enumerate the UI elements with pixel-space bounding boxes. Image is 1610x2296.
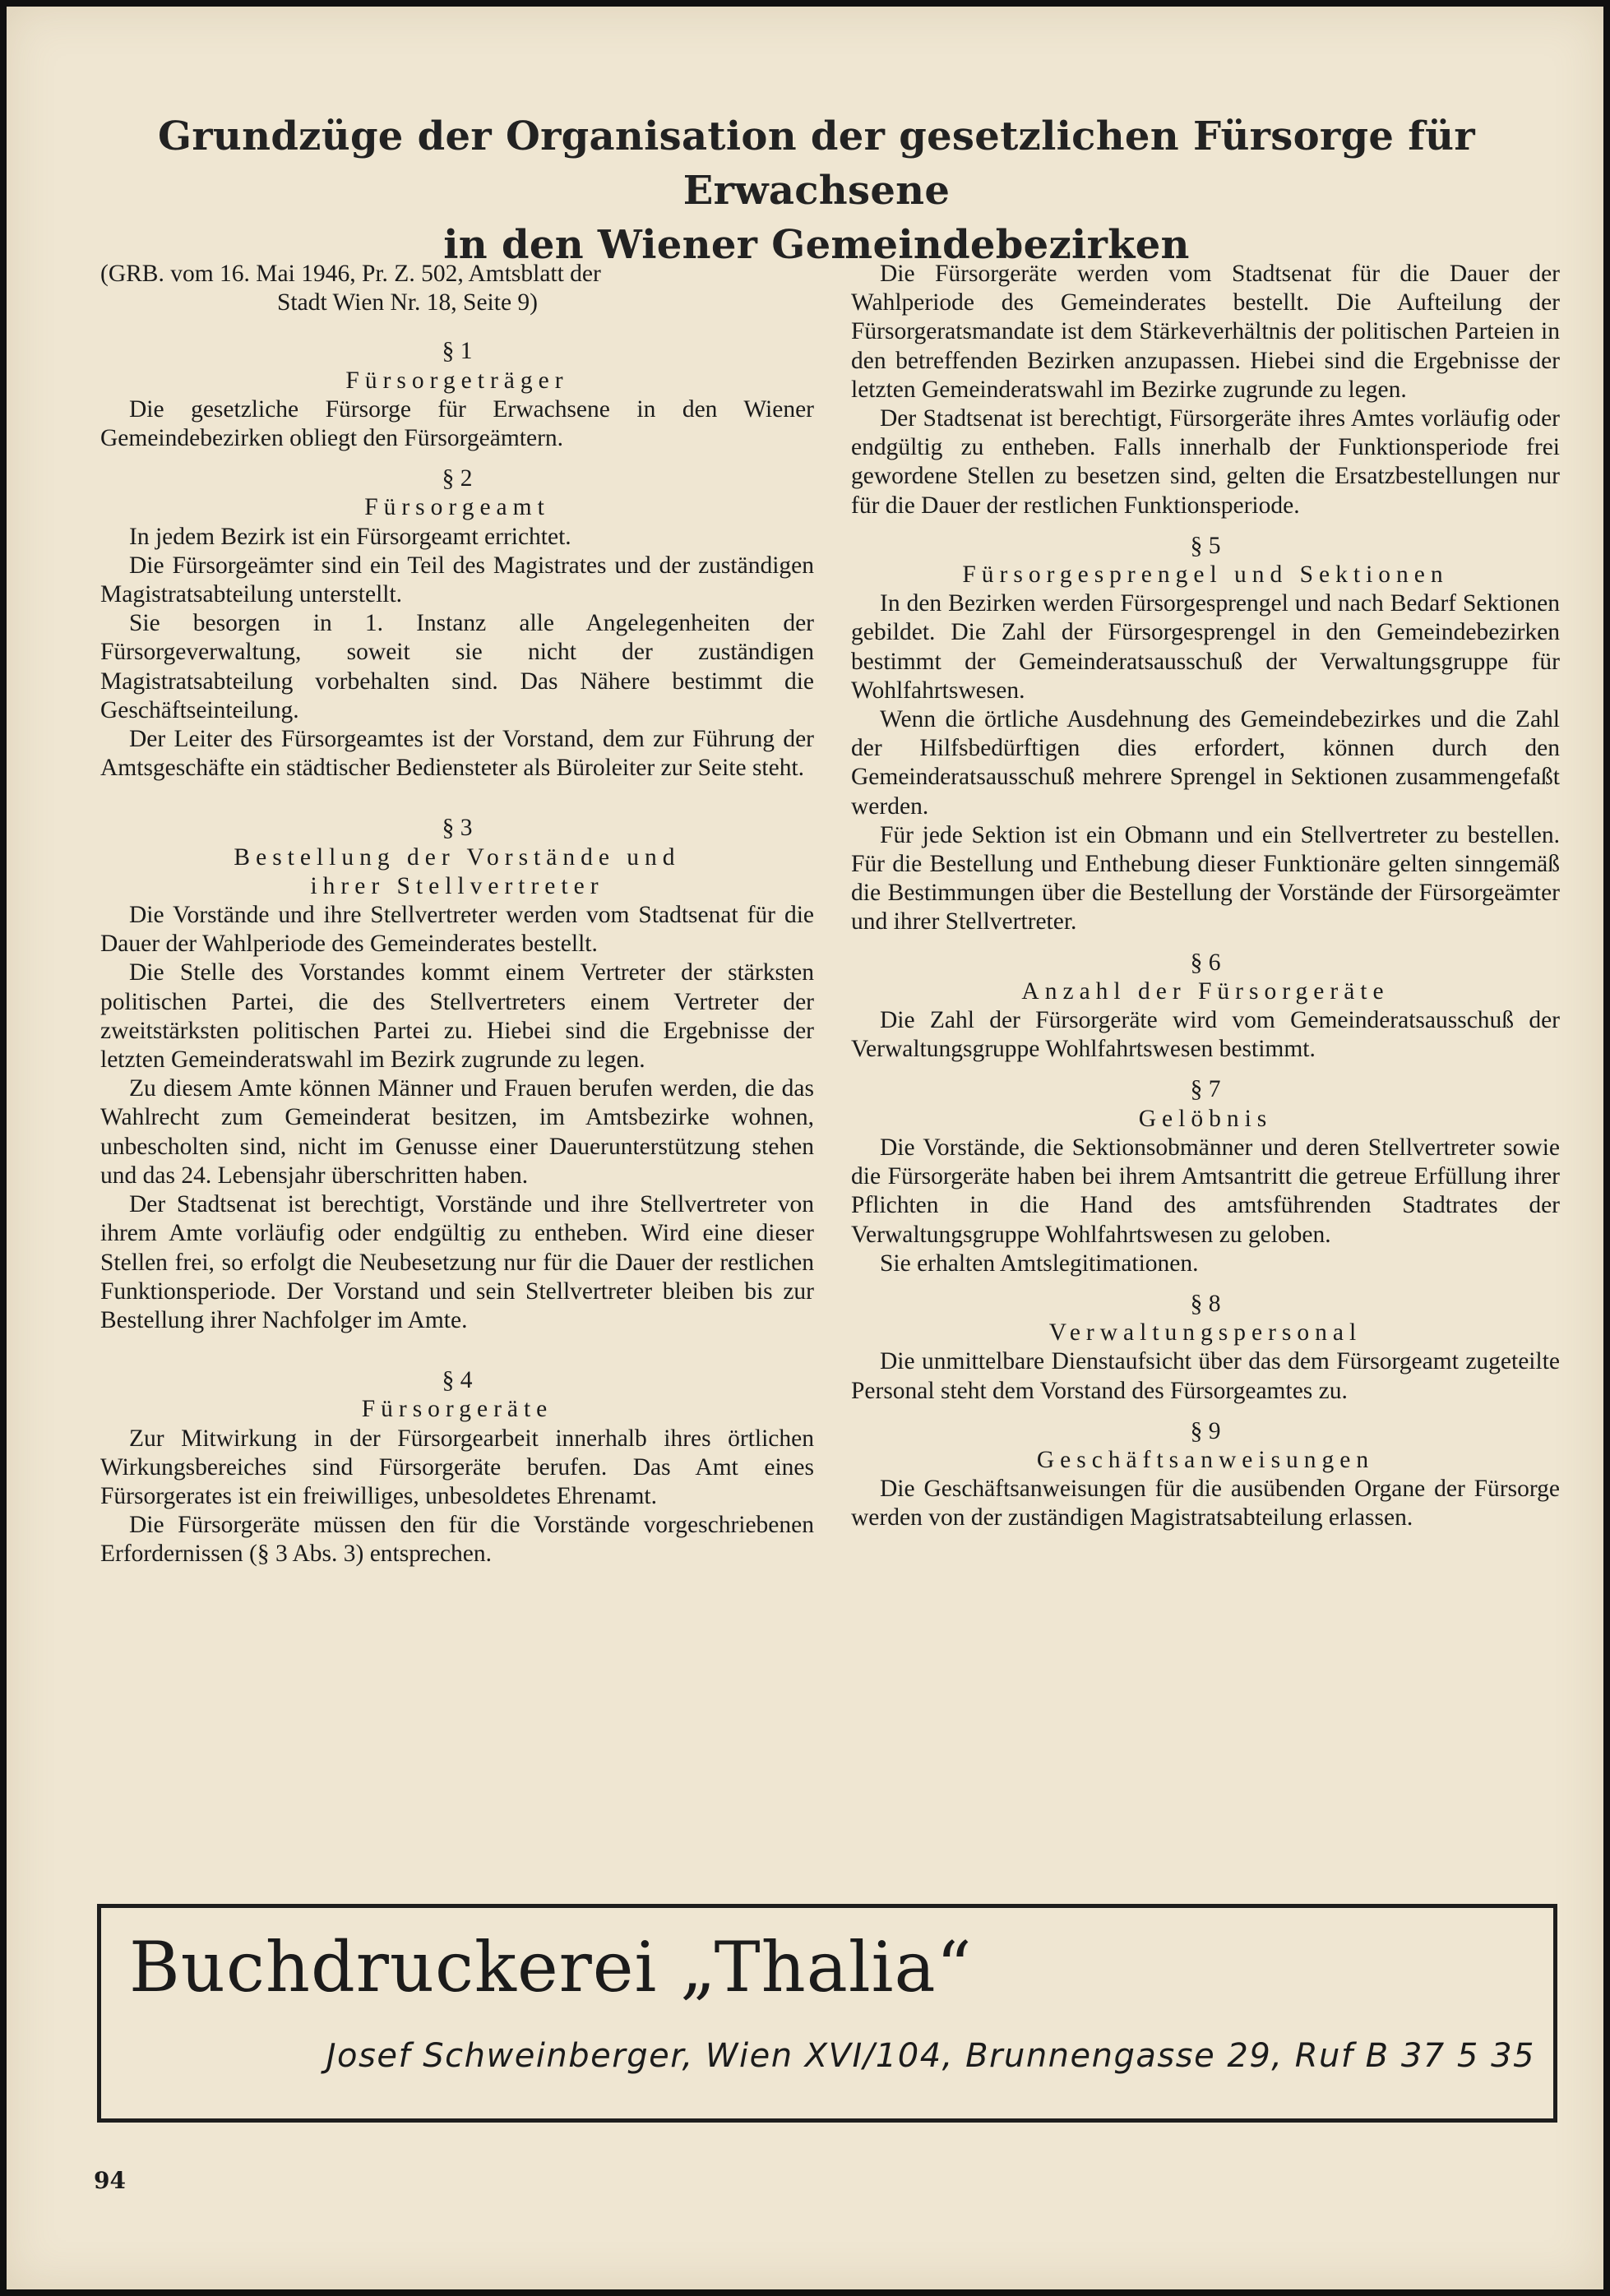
section-3-number: § 3 xyxy=(442,815,473,842)
section-7-number: § 7 xyxy=(1190,1076,1221,1103)
left-column xyxy=(100,260,814,1569)
paragraph: Die unmittelbare Dienstaufsicht über das dem Fürsorgeamt zugeteilte Personal steht dem Vorstand des Fürsorgeamtes zu. xyxy=(851,1348,1560,1404)
title-line-2: in den Wiener Gemeindebezirken xyxy=(443,222,1190,268)
printer-advertisement xyxy=(97,1904,1557,2123)
section-3-heading-line-2: ihrer Stellvertreter xyxy=(310,872,604,899)
section-1-number: § 1 xyxy=(442,338,473,365)
section-1-heading: Fürsorgeträger xyxy=(345,367,569,394)
page-number: 94 xyxy=(94,2167,126,2194)
advertisement-name: Buchdruckerei „Thalia“ xyxy=(129,1927,973,2007)
paragraph: Der Stadtsenat ist berechtigt, Fürsorgeräte ihres Amtes vorläufig oder endgültig zu entheben. Falls innerhalb der Funktionsperiode frei gewordene Stellen zu besetzen sind, gelten die Ersatzbestellungen nur für die Dauer der restlichen Funktionsperiode. xyxy=(851,405,1560,519)
paragraph: Zur Mitwirkung in der Fürsorgearbeit innerhalb ihres örtlichen Wirkungsbereiches sind Fürsorgeräte berufen. Das Amt eines Fürsorgerates ist ein freiwilliges, unbesoldetes Ehrenamt. xyxy=(100,1425,814,1509)
paragraph: Für jede Sektion ist ein Obmann und ein Stellvertreter zu bestellen. Für die Bestellung und Enthebung dieser Funktionäre gelten sinngemäß die Bestimmungen über die Bestellung der Vorstände der Fürsorgeämter und ihrer Stellvertreter. xyxy=(851,821,1560,935)
title-line-1: Grundzüge der Organisation der gesetzlichen Fürsorge für Erwachsene xyxy=(158,113,1475,214)
section-5-heading: Fürsorgesprengel und Sektionen xyxy=(962,561,1449,589)
section-4-number: § 4 xyxy=(442,1367,473,1394)
page-title xyxy=(72,109,1561,272)
section-3-heading-line-1: Bestellung der Vorstände und xyxy=(234,843,681,871)
document-page xyxy=(7,7,1603,2289)
section-5-number: § 5 xyxy=(1190,532,1221,559)
section-4-heading: Fürsorgeräte xyxy=(361,1396,553,1423)
section-8-heading: Verwaltungspersonal xyxy=(1048,1319,1362,1347)
advertisement-address: Josef Schweinberger, Wien XVI/104, Brunnengasse 29, Ruf B 37 5 35 xyxy=(326,2037,1535,2075)
paragraph: Die Fürsorgeräte werden vom Stadtsenat für die Dauer der Wahlperiode des Gemeinderates bestellt. Die Aufteilung der Fürsorgeratsmandate ist dem Stärkeverhältnis der politischen Parteien in den betreffenden Bezirken anzupassen. Hiebei sind die Ergebnisse der letzten Gemeinderatswahl im Bezirke zugrunde zu legen. xyxy=(851,261,1560,403)
section-6-number: § 6 xyxy=(1190,949,1221,976)
section-9-number: § 9 xyxy=(1190,1417,1221,1444)
paragraph: In jedem Bezirk ist ein Fürsorgeamt errichtet. xyxy=(129,523,571,550)
paragraph: Wenn die örtliche Ausdehnung des Gemeindebezirkes und die Zahl der Hilfsbedürftigen dies erfordert, können durch den Gemeinderatsausschuß mehrere Sprengel in Sektionen zusammengefaßt werden. xyxy=(851,706,1560,820)
section-8-number: § 8 xyxy=(1190,1290,1221,1317)
reference-line-2: Stadt Wien Nr. 18, Seite 9) xyxy=(277,289,538,316)
paragraph: Der Leiter des Fürsorgeamtes ist der Vorstand, dem zur Führung der Amtsgeschäfte ein städtischer Bediensteter als Büroleiter zur Seite steht. xyxy=(100,726,814,782)
paragraph: Die Geschäftsanweisungen für die ausübenden Organe der Fürsorge werden von der zuständigen Magistratsabteilung erlassen. xyxy=(851,1476,1560,1531)
section-2-number: § 2 xyxy=(442,465,473,492)
section-2-heading: Fürsorgeamt xyxy=(364,494,550,521)
paragraph: Sie erhalten Amtslegitimationen. xyxy=(880,1250,1199,1277)
paragraph: Die Zahl der Fürsorgeräte wird vom Gemeinderatsausschuß der Verwaltungsgruppe Wohlfahrtswesen bestimmt. xyxy=(851,1007,1560,1063)
reference-note xyxy=(100,260,814,317)
paragraph: Sie besorgen in 1. Instanz alle Angelegenheiten der Fürsorgeverwaltung, soweit sie nicht der zuständigen Magistratsabteilung vorbehalten sind. Das Nähere bestimmt die Geschäftseinteilung. xyxy=(100,610,814,723)
paragraph: Die Fürsorgeämter sind ein Teil des Magistrates und der zuständigen Magistratsabteilung unterstellt. xyxy=(100,552,814,608)
reference-line-1: (GRB. vom 16. Mai 1946, Pr. Z. 502, Amtsblatt der xyxy=(100,261,601,287)
paragraph: In den Bezirken werden Fürsorgesprengel und nach Bedarf Sektionen gebildet. Die Zahl der Fürsorgesprengel in den Gemeindebezirken bestimmt der Gemeinderatsausschuß der Verwaltungsgruppe für Wohlfahrtswesen. xyxy=(851,590,1560,704)
paragraph: Der Stadtsenat ist berechtigt, Vorstände und ihre Stellvertreter von ihrem Amte vorläufig oder endgültig zu entheben. Wird eine dieser Stellen frei, so erfolgt die Neubesetzung nur für die Dauer der restlichen Funktionsperiode. Der Vorstand und sein Stellvertreter bleiben bis zur Bestellung ihrer Nachfolger im Amte. xyxy=(100,1191,814,1333)
paragraph: Die Vorstände und ihre Stellvertreter werden vom Stadtsenat für die Dauer der Wahlperiode des Gemeinderates bestellt. xyxy=(100,902,814,958)
paragraph: Die Vorstände, die Sektionsobmänner und deren Stellvertreter sowie die Fürsorgeräte haben bei ihrem Amtsantritt die getreue Erfüllung ihrer Pflichten in die Hand des amtsführenden Stadtrates der Verwaltungsgruppe Wohlfahrtswesen zu geloben. xyxy=(851,1134,1560,1248)
paragraph: Zu diesem Amte können Männer und Frauen berufen werden, die das Wahlrecht zum Gemeinderat besitzen, im Amtsbezirke wohnen, unbescholten sind, nicht im Genusse einer Dauerunterstützung stehen und das 24. Lebensjahr überschritten haben. xyxy=(100,1075,814,1189)
section-6-heading: Anzahl der Fürsorgeräte xyxy=(1021,977,1390,1005)
paragraph: Die Fürsorgeräte müssen den für die Vorstände vorgeschriebenen Erfordernissen (§ 3 Abs. 3) entsprechen. xyxy=(100,1512,814,1568)
right-column xyxy=(851,260,1560,1533)
section-9-heading: Geschäftsanweisungen xyxy=(1036,1446,1375,1473)
paragraph: Die gesetzliche Fürsorge für Erwachsene in den Wiener Gemeindebezirken obliegt den Fürsorgeämtern. xyxy=(100,395,814,452)
section-7-heading: Gelöbnis xyxy=(1138,1105,1273,1132)
paragraph: Die Stelle des Vorstandes kommt einem Vertreter der stärksten politischen Partei, die des Stellvertreters einem Vertreter der zweitstärksten politischen Partei zu. Hiebei sind die Ergebnisse der letzten Gemeinderatswahl im Bezirk zugrunde zu legen. xyxy=(100,959,814,1074)
